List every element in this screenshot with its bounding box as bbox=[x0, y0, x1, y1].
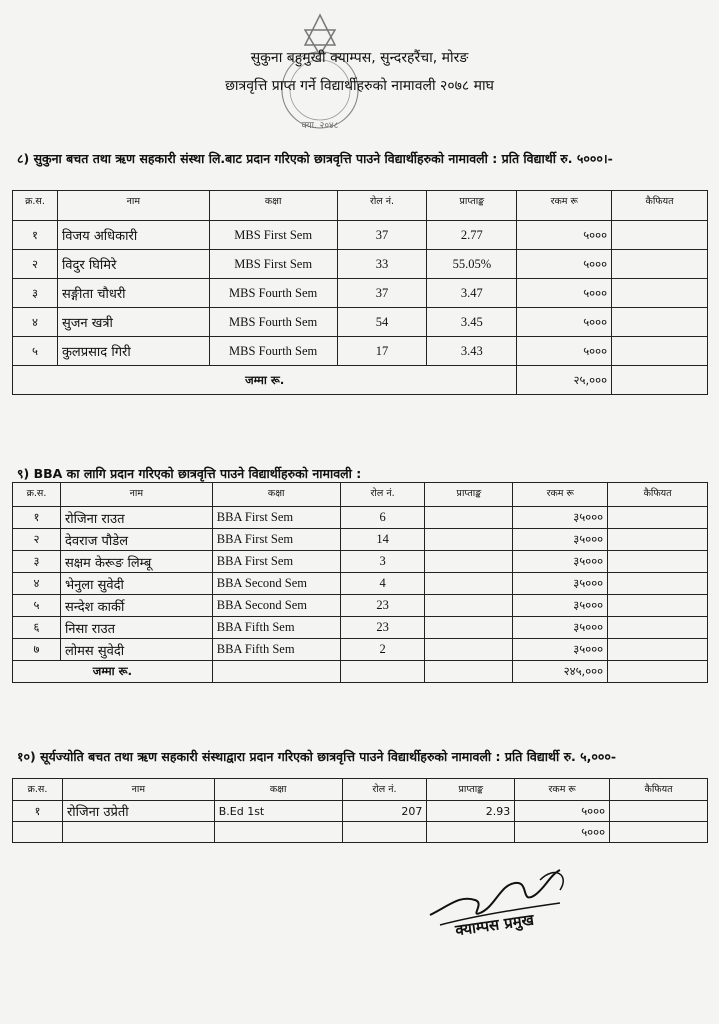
cell-sn: ३ bbox=[13, 279, 58, 308]
cell-score: 3.43 bbox=[427, 337, 517, 366]
cell-name: लोमस सुवेदी bbox=[60, 639, 212, 661]
total-row bbox=[13, 661, 708, 683]
table-row bbox=[13, 639, 708, 661]
cell-remark bbox=[608, 661, 708, 683]
cell-amount: ३५००० bbox=[513, 551, 608, 573]
table-row bbox=[13, 551, 708, 573]
cell-score bbox=[425, 617, 513, 639]
cell-roll: 3 bbox=[340, 551, 425, 573]
cell-name: सन्देश कार्की bbox=[60, 595, 212, 617]
campus-seal-stamp bbox=[265, 10, 375, 140]
col-amount: रकम रू bbox=[517, 191, 612, 221]
col-name: नाम bbox=[57, 191, 209, 221]
table-row bbox=[13, 221, 708, 250]
cell-name: सक्षम केरूङ लिम्बू bbox=[60, 551, 212, 573]
cell-remark bbox=[612, 221, 708, 250]
cell-remark bbox=[608, 617, 708, 639]
table-header-row bbox=[13, 483, 708, 507]
cell-class: MBS First Sem bbox=[209, 250, 337, 279]
cell-remark bbox=[608, 639, 708, 661]
col-remark: कैफियत bbox=[612, 191, 708, 221]
cell-class: BBA Fifth Sem bbox=[212, 617, 340, 639]
table-row bbox=[13, 250, 708, 279]
cell-roll: 23 bbox=[340, 617, 425, 639]
cell-remark bbox=[612, 308, 708, 337]
total-amount: २५,००० bbox=[517, 366, 612, 395]
cell-class: BBA First Sem bbox=[212, 507, 340, 529]
cell-roll: 54 bbox=[337, 308, 427, 337]
cell-score: 3.45 bbox=[427, 308, 517, 337]
cell-name: रोजिना उप्रेती bbox=[62, 801, 214, 822]
cell-name: सङ्गीता चौधरी bbox=[57, 279, 209, 308]
cell-class: BBA Second Sem bbox=[212, 573, 340, 595]
cell-sn: २ bbox=[13, 250, 58, 279]
cell-amount: ३५००० bbox=[513, 595, 608, 617]
section-10-title: १०) सूर्यज्योति बचत तथा ऋण सहकारी संस्थाद्वारा प्रदान गरिएको छात्रवृत्ति पाउने विद्यार्थीहरुको नामावली : प्रति विद्यार्थी रु. ५,०००- bbox=[17, 749, 617, 764]
total-label: जम्मा रू. bbox=[13, 661, 213, 683]
cell-score: 2.93 bbox=[427, 801, 515, 822]
col-remark: कैफियत bbox=[608, 483, 708, 507]
cell-score bbox=[425, 639, 513, 661]
table-header-row bbox=[13, 191, 708, 221]
cell-amount: ५००० bbox=[517, 279, 612, 308]
section-8-title: ८) सुकुना बचत तथा ऋण सहकारी संस्था लि.बाट प्रदान गरिएको छात्रवृत्ति पाउने विद्यार्थीहरुको नामावली : प्रति विद्यार्थी रु. ५०००।- bbox=[17, 151, 613, 166]
empty-cell bbox=[427, 822, 515, 843]
cell-amount: ३५००० bbox=[513, 639, 608, 661]
cell-name: विजय अधिकारी bbox=[57, 221, 209, 250]
cell-score bbox=[425, 595, 513, 617]
cell-score: 55.05% bbox=[427, 250, 517, 279]
table-row bbox=[13, 279, 708, 308]
empty-cell bbox=[13, 822, 63, 843]
cell-score: 3.47 bbox=[427, 279, 517, 308]
empty-cell bbox=[212, 661, 340, 683]
cell-amount: ५००० bbox=[517, 308, 612, 337]
cell-remark bbox=[608, 551, 708, 573]
cell-sn: ६ bbox=[13, 617, 61, 639]
cell-class: BBA Fifth Sem bbox=[212, 639, 340, 661]
empty-cell bbox=[62, 822, 214, 843]
cell-amount: ३५००० bbox=[513, 529, 608, 551]
cell-class: MBS Fourth Sem bbox=[209, 337, 337, 366]
col-class: कक्षा bbox=[209, 191, 337, 221]
col-remark: कैफियत bbox=[610, 779, 708, 801]
cell-name: भेनुला सुवेदी bbox=[60, 573, 212, 595]
col-amount: रकम रू bbox=[515, 779, 610, 801]
cell-class: BBA First Sem bbox=[212, 551, 340, 573]
cell-remark bbox=[612, 279, 708, 308]
cell-sn: ५ bbox=[13, 595, 61, 617]
cell-class: BBA Second Sem bbox=[212, 595, 340, 617]
table-row bbox=[13, 573, 708, 595]
cell-sn: ४ bbox=[13, 308, 58, 337]
cell-class: MBS First Sem bbox=[209, 221, 337, 250]
total-amount: ५००० bbox=[515, 822, 610, 843]
col-score: प्राप्ताङ्क bbox=[427, 191, 517, 221]
cell-remark bbox=[608, 507, 708, 529]
cell-remark bbox=[612, 337, 708, 366]
cell-roll: 4 bbox=[340, 573, 425, 595]
cell-roll: 23 bbox=[340, 595, 425, 617]
table-row bbox=[13, 308, 708, 337]
cell-remark bbox=[608, 573, 708, 595]
cell-sn: १ bbox=[13, 221, 58, 250]
cell-name: देवराज पौडेल bbox=[60, 529, 212, 551]
col-roll: रोल नं. bbox=[340, 483, 425, 507]
empty-cell bbox=[214, 822, 342, 843]
total-row bbox=[13, 366, 708, 395]
cell-amount: ३५००० bbox=[513, 573, 608, 595]
section-9-title: ९) BBA का लागि प्रदान गरिएको छात्रवृत्ति पाउने विद्यार्थीहरुको नामावली : bbox=[17, 466, 362, 481]
section-8-table bbox=[12, 190, 708, 395]
cell-sn: १ bbox=[13, 507, 61, 529]
cell-roll: 33 bbox=[337, 250, 427, 279]
total-row bbox=[13, 822, 708, 843]
cell-name: सुजन खत्री bbox=[57, 308, 209, 337]
cell-remark bbox=[612, 250, 708, 279]
empty-cell bbox=[425, 661, 513, 683]
cell-roll: 37 bbox=[337, 279, 427, 308]
signature-label: क्याम्पस प्रमुख bbox=[454, 910, 535, 940]
cell-roll: 207 bbox=[342, 801, 427, 822]
cell-amount: ५००० bbox=[517, 250, 612, 279]
cell-class: BBA First Sem bbox=[212, 529, 340, 551]
col-sn: क्र.स. bbox=[13, 483, 61, 507]
cell-sn: ७ bbox=[13, 639, 61, 661]
cell-amount: ५००० bbox=[517, 337, 612, 366]
empty-cell bbox=[342, 822, 427, 843]
total-amount: २४५,००० bbox=[513, 661, 608, 683]
col-roll: रोल नं. bbox=[337, 191, 427, 221]
cell-score: 2.77 bbox=[427, 221, 517, 250]
cell-class: MBS Fourth Sem bbox=[209, 308, 337, 337]
table-row bbox=[13, 529, 708, 551]
table-row bbox=[13, 617, 708, 639]
college-name: सुकुना बहुमुखी क्याम्पस, सुन्दरहरैंचा, मोरङ bbox=[250, 50, 469, 66]
cell-roll: 37 bbox=[337, 221, 427, 250]
cell-amount: ३५००० bbox=[513, 507, 608, 529]
document-title: छात्रवृत्ति प्राप्त गर्ने विद्यार्थीहरुको नामावली २०७८ माघ bbox=[225, 78, 494, 94]
cell-score bbox=[425, 529, 513, 551]
col-sn: क्र.स. bbox=[13, 779, 63, 801]
col-score: प्राप्ताङ्क bbox=[425, 483, 513, 507]
col-roll: रोल नं. bbox=[342, 779, 427, 801]
cell-name: विदुर घिमिरे bbox=[57, 250, 209, 279]
cell-sn: १ bbox=[13, 801, 63, 822]
cell-remark bbox=[610, 801, 708, 822]
cell-roll: 2 bbox=[340, 639, 425, 661]
empty-cell bbox=[340, 661, 425, 683]
table-row bbox=[13, 337, 708, 366]
cell-sn: ३ bbox=[13, 551, 61, 573]
signature-scribble bbox=[420, 855, 580, 955]
table-row bbox=[13, 507, 708, 529]
cell-sn: ४ bbox=[13, 573, 61, 595]
cell-score bbox=[425, 573, 513, 595]
cell-name: रोजिना राउत bbox=[60, 507, 212, 529]
cell-remark bbox=[612, 366, 708, 395]
section-9-table bbox=[12, 482, 708, 683]
cell-class: MBS Fourth Sem bbox=[209, 279, 337, 308]
cell-name: कुलप्रसाद गिरी bbox=[57, 337, 209, 366]
cell-class: B.Ed 1st bbox=[214, 801, 342, 822]
cell-roll: 14 bbox=[340, 529, 425, 551]
cell-remark bbox=[608, 529, 708, 551]
col-class: कक्षा bbox=[214, 779, 342, 801]
col-name: नाम bbox=[60, 483, 212, 507]
table-row bbox=[13, 595, 708, 617]
cell-amount: ५००० bbox=[515, 801, 610, 822]
col-name: नाम bbox=[62, 779, 214, 801]
cell-sn: ५ bbox=[13, 337, 58, 366]
cell-remark bbox=[608, 595, 708, 617]
cell-roll: 6 bbox=[340, 507, 425, 529]
cell-amount: ३५००० bbox=[513, 617, 608, 639]
cell-sn: २ bbox=[13, 529, 61, 551]
cell-score bbox=[425, 551, 513, 573]
table-header-row bbox=[13, 779, 708, 801]
col-class: कक्षा bbox=[212, 483, 340, 507]
total-label: जम्मा रू. bbox=[13, 366, 517, 395]
section-10-table bbox=[12, 778, 708, 843]
col-amount: रकम रू bbox=[513, 483, 608, 507]
col-sn: क्र.स. bbox=[13, 191, 58, 221]
table-row bbox=[13, 801, 708, 822]
cell-remark bbox=[610, 822, 708, 843]
svg-text:क्या. २०४८: क्या. २०४८ bbox=[301, 121, 339, 131]
cell-score bbox=[425, 507, 513, 529]
cell-amount: ५००० bbox=[517, 221, 612, 250]
cell-roll: 17 bbox=[337, 337, 427, 366]
col-score: प्राप्ताङ्क bbox=[427, 779, 515, 801]
cell-name: निसा राउत bbox=[60, 617, 212, 639]
